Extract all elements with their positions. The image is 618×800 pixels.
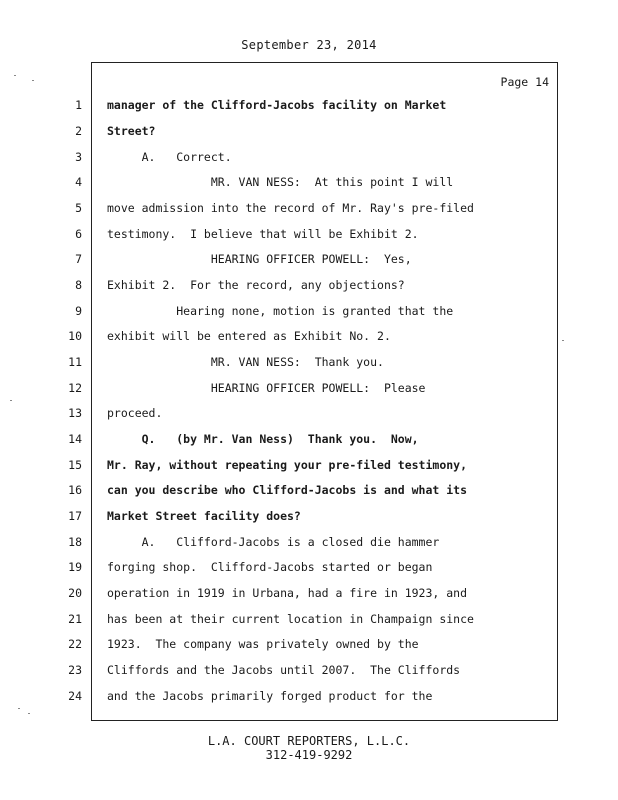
line-number: 11 bbox=[68, 355, 82, 369]
scan-speck bbox=[14, 75, 16, 76]
reporter-footer bbox=[0, 734, 618, 762]
line-text: can you describe who Clifford-Jacobs is and what its bbox=[107, 483, 468, 497]
line-text: MR. VAN NESS: Thank you. bbox=[107, 355, 384, 369]
line-number: 13 bbox=[68, 406, 82, 420]
page-number: Page 14 bbox=[500, 75, 549, 89]
line-text: HEARING OFFICER POWELL: Yes, bbox=[107, 252, 412, 266]
line-number: 24 bbox=[68, 689, 82, 703]
line-text: MR. VAN NESS: At this point I will bbox=[107, 175, 454, 189]
line-number: 16 bbox=[68, 483, 82, 497]
line-number: 8 bbox=[75, 278, 82, 292]
line-text: 1923. The company was privately owned by the bbox=[107, 637, 419, 651]
scan-speck bbox=[18, 708, 20, 709]
scan-speck bbox=[10, 400, 12, 401]
line-number: 20 bbox=[68, 586, 82, 600]
line-number: 17 bbox=[68, 509, 82, 523]
line-number: 7 bbox=[75, 252, 82, 266]
line-text: forging shop. Clifford-Jacobs started or began bbox=[107, 560, 433, 574]
line-number: 15 bbox=[68, 458, 82, 472]
line-number: 4 bbox=[75, 175, 82, 189]
line-text: Exhibit 2. For the record, any objections? bbox=[107, 278, 405, 292]
line-text: HEARING OFFICER POWELL: Please bbox=[107, 381, 426, 395]
line-text: Market Street facility does? bbox=[107, 509, 301, 523]
line-text: A. Correct. bbox=[107, 150, 232, 164]
line-text: manager of the Clifford-Jacobs facility on Market bbox=[107, 98, 447, 112]
line-number: 1 bbox=[75, 98, 82, 112]
scan-speck bbox=[562, 340, 564, 341]
line-text: and the Jacobs primarily forged product for the bbox=[107, 689, 433, 703]
line-text: exhibit will be entered as Exhibit No. 2. bbox=[107, 329, 391, 343]
line-number: 22 bbox=[68, 637, 82, 651]
line-number: 23 bbox=[68, 663, 82, 677]
transcript-date: September 23, 2014 bbox=[241, 38, 377, 52]
line-text: Mr. Ray, without repeating your pre-filed testimony, bbox=[107, 458, 468, 472]
line-text: Cliffords and the Jacobs until 2007. The Cliffords bbox=[107, 663, 461, 677]
line-number: 21 bbox=[68, 612, 82, 626]
line-number: 12 bbox=[68, 381, 82, 395]
scan-speck bbox=[28, 713, 30, 714]
line-text: operation in 1919 in Urbana, had a fire in 1923, and bbox=[107, 586, 468, 600]
reporter-company: L.A. COURT REPORTERS, L.L.C. bbox=[207, 734, 411, 748]
line-text: move admission into the record of Mr. Ray's pre-filed bbox=[107, 201, 474, 215]
line-number: 2 bbox=[75, 124, 82, 138]
line-text: proceed. bbox=[107, 406, 163, 420]
line-number: 19 bbox=[68, 560, 82, 574]
line-number: 9 bbox=[75, 304, 82, 318]
reporter-phone: 312-419-9292 bbox=[265, 748, 353, 762]
line-text: has been at their current location in Champaign since bbox=[107, 612, 474, 626]
line-number: 6 bbox=[75, 227, 82, 241]
line-text: Street? bbox=[107, 124, 156, 138]
line-text: Hearing none, motion is granted that the bbox=[107, 304, 454, 318]
line-number: 10 bbox=[68, 329, 82, 343]
line-text: A. Clifford-Jacobs is a closed die hammer bbox=[107, 535, 440, 549]
line-text: testimony. I believe that will be Exhibit 2. bbox=[107, 227, 419, 241]
line-text: Q. (by Mr. Van Ness) Thank you. Now, bbox=[107, 432, 419, 446]
line-number: 18 bbox=[68, 535, 82, 549]
line-number: 3 bbox=[75, 150, 82, 164]
line-number: 14 bbox=[68, 432, 82, 446]
scan-speck bbox=[32, 80, 34, 81]
line-number: 5 bbox=[75, 201, 82, 215]
